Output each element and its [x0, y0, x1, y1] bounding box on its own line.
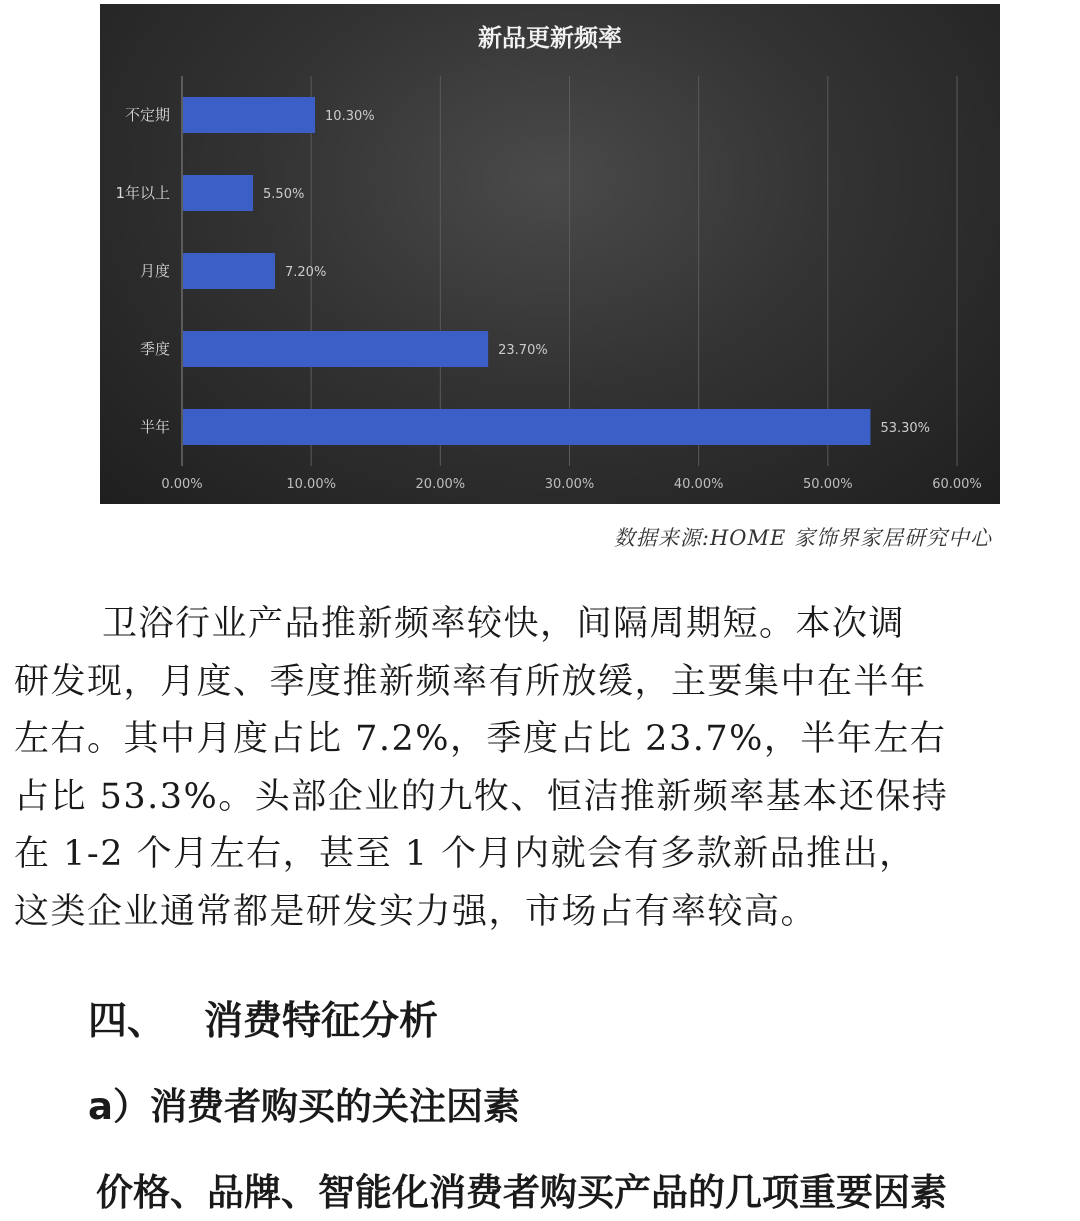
bar [183, 253, 275, 289]
data-source-caption: 数据来源:HOME 家饰界家居研究中心 [613, 526, 992, 550]
bar-chart [100, 4, 1000, 504]
chart-canvas [100, 4, 1000, 504]
category-label: 月度 [139, 262, 170, 280]
section-number: 四、 [88, 999, 167, 1044]
body-paragraph [14, 596, 1070, 941]
x-tick-label: 50.00% [803, 477, 853, 492]
paragraph-line: 左右。其中月度占比 7.2%，季度占比 23.7%，半年左右 [14, 719, 947, 759]
section-title: 消费特征分析 [204, 999, 439, 1044]
emphasis-line: 价格、品牌、智能化消费者购买产品的几项重要因素 [96, 1171, 947, 1214]
bar [183, 175, 253, 211]
x-tick-label: 10.00% [286, 477, 336, 492]
paragraph-line: 在 1-2 个月左右，甚至 1 个月内就会有多款新品推出， [14, 834, 916, 874]
bar-value-label: 7.20% [285, 265, 327, 280]
bar-value-label: 23.70% [498, 343, 548, 358]
bar-value-label: 10.30% [325, 109, 375, 124]
bar [183, 97, 315, 133]
x-tick-label: 0.00% [161, 477, 203, 492]
bar-value-label: 53.30% [880, 421, 931, 436]
paragraph-line: 这类企业通常都是研发实力强，市场占有率较高。 [14, 891, 818, 932]
x-tick-label: 30.00% [544, 477, 595, 492]
category-label: 不定期 [124, 106, 170, 124]
bar [183, 331, 488, 367]
paragraph-line: 研发现，月度、季度推新频率有所放缓，主要集中在半年 [14, 661, 927, 702]
section-heading [88, 990, 438, 1046]
subsection-heading: a）消费者购买的关注因素 [88, 1085, 520, 1128]
x-tick-label: 20.00% [415, 477, 466, 492]
category-label: 季度 [139, 340, 170, 358]
x-tick-label: 60.00% [932, 477, 982, 492]
category-label: 半年 [139, 418, 170, 436]
bar [183, 409, 870, 445]
chart-title: 新品更新频率 [478, 24, 622, 52]
category-label: 1年以上 [115, 184, 170, 202]
x-tick-label: 40.00% [673, 477, 724, 492]
paragraph-line: 卫浴行业产品推新频率较快，间隔周期短。本次调 [102, 604, 906, 644]
paragraph-line: 占比 53.3%。头部企业的九牧、恒洁推新频率基本还保持 [14, 776, 949, 817]
bar-value-label: 5.50% [263, 187, 305, 202]
